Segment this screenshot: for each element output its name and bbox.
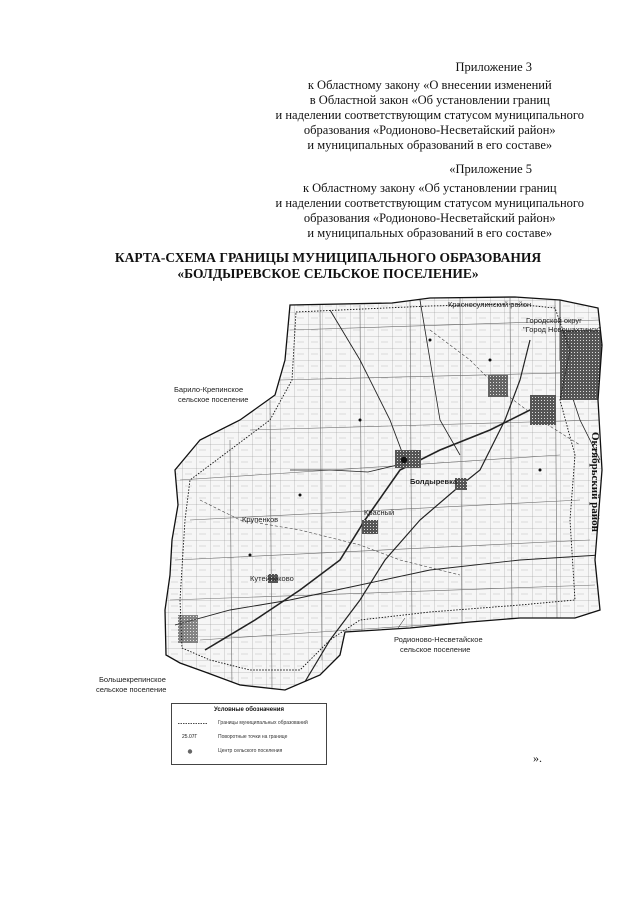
appendix-3-title-text: Приложение 3	[455, 60, 532, 74]
turning-point-icon: 25.07Г	[182, 734, 198, 740]
legend-item-label: Центр сельского поселения	[218, 748, 283, 754]
legend-item-label: Границы муниципальных образований	[218, 720, 308, 726]
label-oktyabrsky: Октябрьский район	[589, 432, 601, 532]
appendix-5-line: и муниципальных образований в его составе»	[307, 226, 553, 240]
appendix-3-line: к Областному закону «О внесении изменений	[307, 78, 552, 92]
label-novoshakhtinsk-1: Городской округ	[526, 316, 582, 325]
legend-item-turning-point	[176, 733, 322, 742]
label-boldyrevka: Болдыревка	[410, 477, 458, 486]
label-krasnoe: Красный	[364, 508, 395, 517]
label-kuteinikovo: Кутейниково	[250, 574, 294, 583]
boundary-line-icon	[176, 719, 210, 728]
appendix-5-line: и наделении соответствующим статусом муниципального	[275, 196, 584, 210]
label-rodionovo-1: Родионово-Несветайское	[394, 635, 483, 644]
label-barilo-2: сельское поселение	[178, 395, 249, 404]
map-title-line-1: КАРТА-СХЕМА ГРАНИЦЫ МУНИЦИПАЛЬНОГО ОБРАЗОВАНИЯ	[114, 250, 542, 265]
appendix-3-line: и наделении соответствующим статусом муниципального	[275, 108, 584, 122]
label-bolshekrepinskoe-2: сельское поселение	[96, 685, 167, 694]
label-krasnosulinsky: Красносулинский район	[448, 300, 532, 309]
appendix-3-line: и муниципальных образований в его составе»	[307, 138, 553, 152]
settlement-center-dot	[401, 457, 407, 463]
label-krupenkov: Крупенков	[242, 515, 279, 524]
legend-title: Условные обозначения	[214, 707, 284, 713]
map-base	[160, 295, 605, 695]
label-barilo-1: Барило-Крепинское	[174, 385, 244, 394]
map-legend	[171, 703, 327, 765]
label-rodionovo-2: сельское поселение	[400, 645, 471, 654]
center-dot-icon	[176, 747, 210, 756]
closing-quote: ».	[533, 751, 542, 765]
legend-item-center	[176, 747, 322, 756]
appendix-3-line: в Областной закон «Об установлении границ	[309, 93, 550, 107]
appendix-5-line: образования «Родионово-Несветайский район»	[303, 211, 556, 225]
appendix-3-line: образования «Родионово-Несветайский район»	[303, 123, 556, 137]
label-novoshakhtinsk-2: "Город Новошахтинск"	[523, 325, 602, 334]
appendix-5-title-text: «Приложение 5	[449, 162, 532, 176]
legend-item-label: Поворотные точки на границе	[218, 734, 288, 740]
map-title-line-2: «БОЛДЫРЕВСКОЕ СЕЛЬСКОЕ ПОСЕЛЕНИЕ»	[177, 266, 479, 281]
label-bolshekrepinskoe-1: Большекрепинское	[99, 675, 166, 684]
appendix-5-line: к Областному закону «Об установлении границ	[302, 181, 557, 195]
legend-item-boundary	[176, 719, 322, 728]
